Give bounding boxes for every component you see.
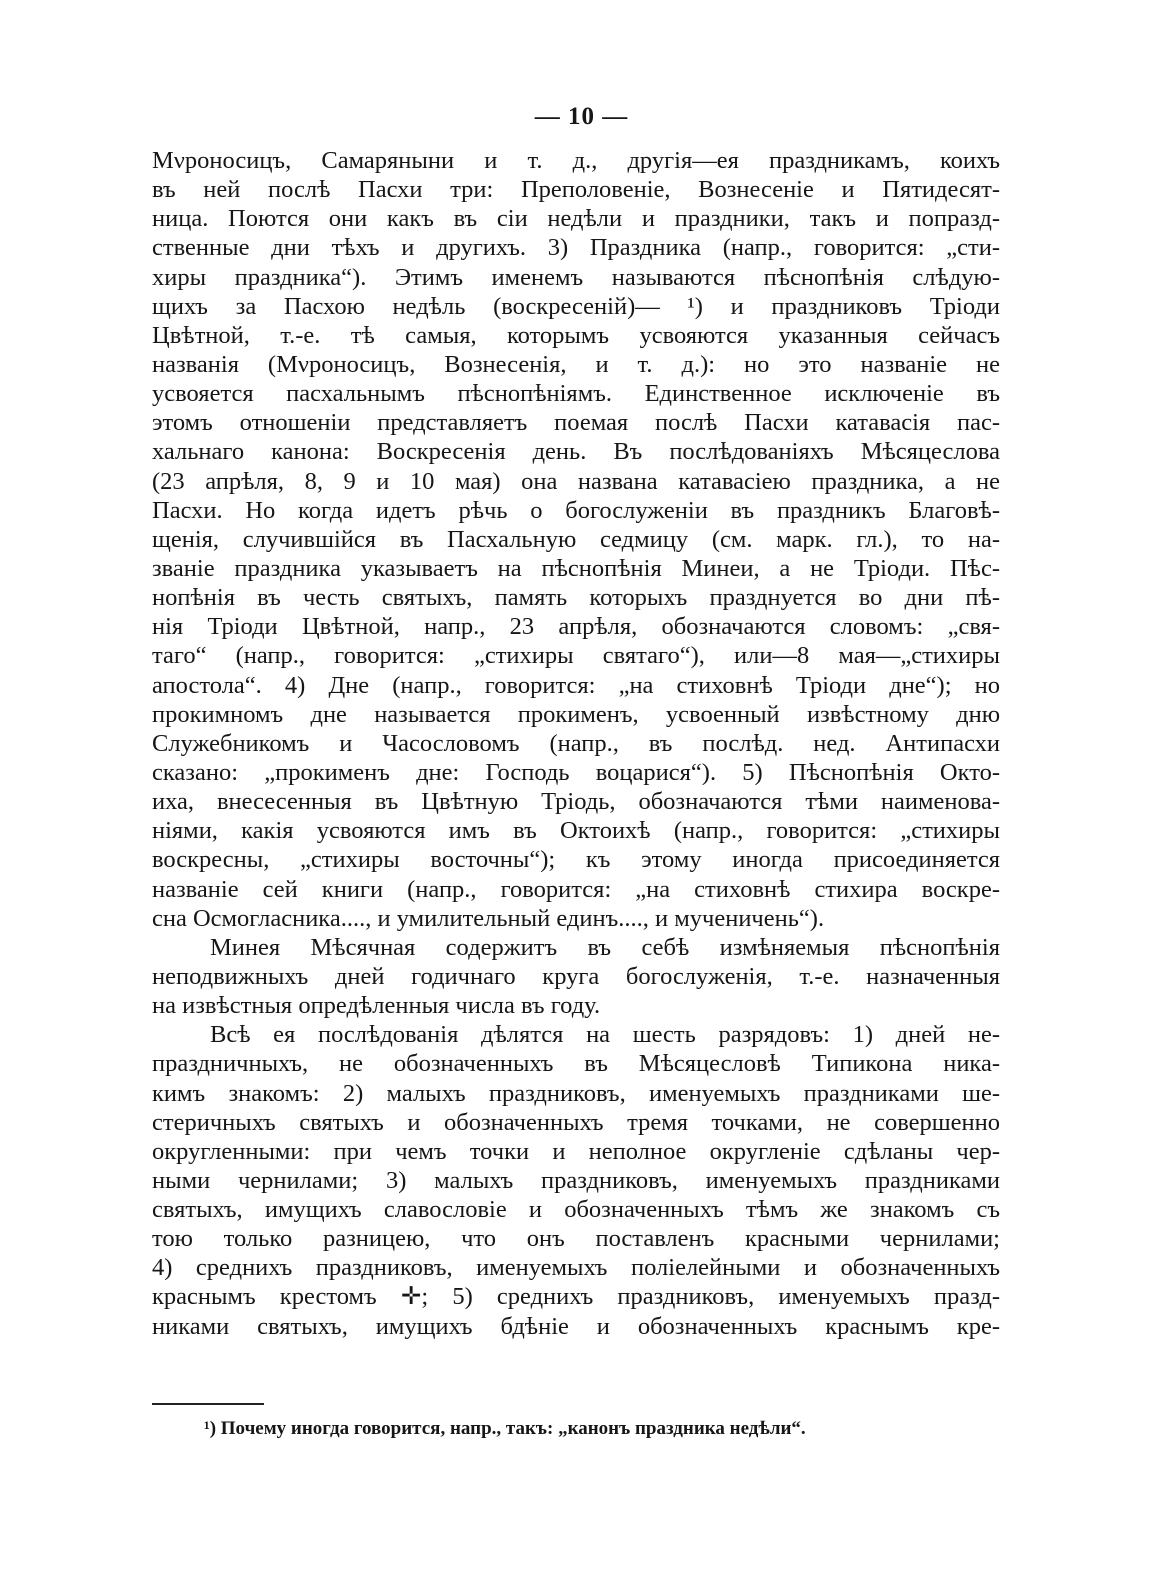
text-line: щенія, случившійся въ Пасхальную седмицу (см. марк. гл.), то на- [152, 525, 1000, 553]
text-line: Пасхи. Но когда идетъ рѣчь о богослуженіи въ праздникъ Благовѣ- [152, 496, 1000, 524]
text-line: Служебникомъ и Часословомъ (напр., въ послѣд. нед. Антипасхи [152, 729, 1000, 757]
text-line: неподвижныхъ дней годичнаго круга богослуженія, т.-е. назначенныя [152, 962, 1000, 990]
text-line: хальнаго канона: Воскресенія день. Въ послѣдованіяхъ Мѣсяцеслова [152, 438, 1000, 466]
text-line: названіе сей книги (напр., говорится: „на стиховнѣ стихира воскре- [152, 875, 1000, 903]
text-line: (23 апрѣля, 8, 9 и 10 мая) она названа катавасіею праздника, а не [152, 467, 1000, 495]
footnote-divider [152, 1403, 264, 1405]
text-line: никами святыхъ, имущихъ бдѣніе и обозначенныхъ краснымъ кре- [152, 1312, 1000, 1340]
text-line: стеричныхъ святыхъ и обозначенныхъ тремя точками, не совершенно [152, 1108, 1000, 1136]
text-line: щихъ за Пасхою недѣль (воскресеній)— ¹) и праздниковъ Тріоди [152, 292, 1000, 320]
text-line: ными чернилами; 3) малыхъ праздниковъ, именуемыхъ праздниками [152, 1166, 1000, 1194]
text-line: сна Осмогласника...., и умилительный единъ...., и мученичень“). [152, 904, 825, 932]
text-line: Цвѣтной, т.-е. тѣ самыя, которымъ усвояются указанныя сейчасъ [152, 321, 1000, 349]
text-line: усвояется пасхальнымъ пѣснопѣніямъ. Единственное исключеніе въ [152, 380, 1000, 408]
text-line: округленными: при чемъ точки и неполное округленіе сдѣланы чер- [152, 1137, 1000, 1165]
paragraph-2 [152, 933, 1000, 1020]
text-line: этомъ отношеніи представляетъ поемая послѣ Пасхи катавасія пас- [152, 409, 1000, 437]
footnote-marker: ¹) [204, 1418, 217, 1439]
paragraph-3 [152, 1020, 1000, 1341]
text-line: святыхъ, имущихъ славословіе и обозначенныхъ тѣмъ же знакомъ съ [152, 1196, 1000, 1224]
text-line: званіе праздника указываетъ на пѣснопѣнія Минеи, а не Тріоди. Пѣс- [152, 554, 1000, 582]
paragraph-1 [152, 146, 1000, 933]
text-line: 4) среднихъ праздниковъ, именуемыхъ полiелейными и обозначенныхъ [152, 1254, 1000, 1282]
text-line: таго“ (напр., говорится: „стихиры святаго“), или—8 мая—„стихиры [152, 642, 1000, 670]
text-line: ніями, какія усвояются имъ въ Октоихѣ (напр., говорится: „стихиры [152, 817, 1000, 845]
text-line: праздничныхъ, не обозначенныхъ въ Мѣсяцесловѣ Типикона ника- [152, 1050, 1000, 1078]
text-line: Всѣ ея послѣдованія дѣлятся на шесть разрядовъ: 1) дней не- [210, 1021, 1000, 1049]
text-line: кимъ знакомъ: 2) малыхъ праздниковъ, именуемыхъ праздниками ше- [152, 1079, 1000, 1107]
text-line: Мνроносицъ, Самаряныни и т. д., другія—ея праздникамъ, коихъ [152, 147, 1000, 174]
text-line: ница. Поются они какъ въ сіи недѣли и праздники, такъ и попразд- [152, 205, 1000, 233]
text-line: иха, внесесенныя въ Цвѣтную Тріодь, обозначаются тѣми наименова- [152, 788, 1000, 816]
text-line: въ ней послѣ Пасхи три: Преполовеніе, Вознесеніе и Пятидесят- [152, 176, 1000, 204]
text-line: тою только разницею, что онъ поставленъ красными чернилами; [152, 1225, 1000, 1253]
main-text [152, 146, 1000, 1341]
text-line: воскресны, „стихиры восточны“); къ этому иногда присоединяется [152, 846, 1000, 874]
text-line: краснымъ крестомъ ✛; 5) среднихъ праздниковъ, именуемыхъ празд- [152, 1283, 1000, 1311]
text-line: апостола“. 4) Дне (напр., говорится: „на стиховнѣ Тріоди дне“); но [152, 671, 1000, 699]
text-line: нія Тріоди Цвѣтной, напр., 23 апрѣля, обозначаются словомъ: „свя- [152, 613, 1000, 641]
text-line: ственные дни тѣхъ и другихъ. 3) Праздника (напр., говорится: „сти- [152, 234, 1000, 262]
page-number: — 10 — [534, 103, 629, 130]
text-line: сказано: „прокименъ дне: Господь воцарися“). 5) Пѣснопѣнія Окто- [152, 758, 1000, 786]
text-line: хиры праздника“). Этимъ именемъ называются пѣснопѣнія слѣдую- [152, 263, 1000, 291]
text-line: на извѣстныя опредѣленныя числа въ году. [152, 992, 601, 1020]
text-line: названія (Мνроносицъ, Вознесенія, и т. д.): но это названіе не [152, 350, 1000, 378]
footnote-text: Почему иногда говорится, напр., такъ: „канонъ праздника недѣли“. [220, 1418, 806, 1439]
text-line: нопѣнія въ честь святыхъ, память которыхъ празднуется во дни пѣ- [152, 584, 1000, 612]
footnote [204, 1418, 964, 1440]
text-line: прокимномъ дне называется прокименъ, усвоенный извѣстному дню [152, 700, 1000, 728]
text-line: Минея Мѣсячная содержитъ въ себѣ измѣняемыя пѣснопѣнія [210, 933, 1000, 961]
